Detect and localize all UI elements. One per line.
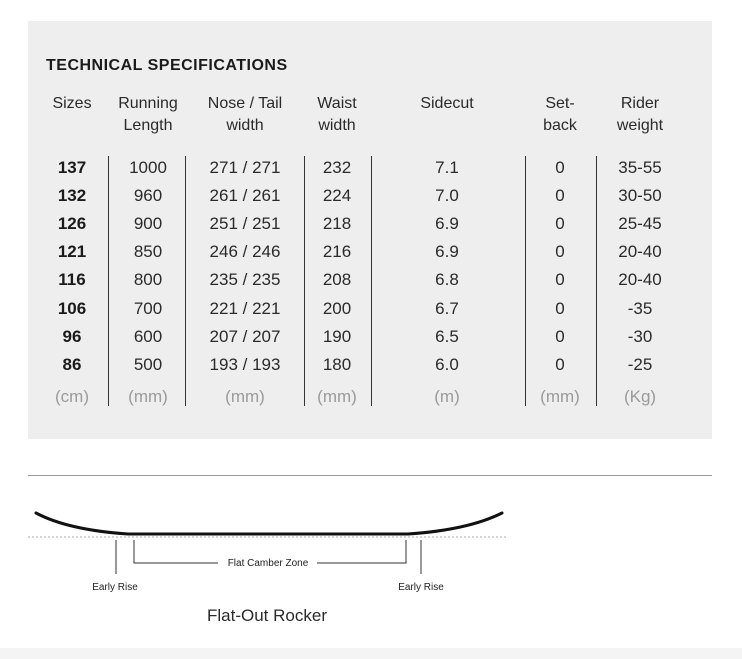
column-divider (525, 156, 526, 406)
cell-nose-tail: 221 / 221 (209, 298, 281, 318)
early-rise-left-label: Early Rise (92, 582, 138, 593)
column-divider (185, 156, 186, 406)
header-nose-tail-width: Nose / Tail width (207, 95, 283, 134)
cell-size: 96 (62, 326, 82, 346)
cell-sidecut: 6.9 (435, 214, 459, 234)
flat-zone-bracket-right (317, 540, 406, 563)
spec-panel (28, 21, 712, 439)
cell-setback: 0 (555, 158, 565, 177)
unit-rider-weight: (Kg) (623, 387, 657, 406)
cell-rider-weight: 35-55 (618, 158, 662, 177)
column-divider (371, 156, 372, 406)
header-sizes: Sizes (52, 95, 92, 112)
cell-sidecut: 6.5 (435, 326, 459, 346)
header-rider-weight: Rider weight (616, 95, 664, 134)
cell-setback: 0 (555, 186, 565, 206)
section-divider (28, 475, 712, 476)
cell-sidecut: 7.0 (435, 186, 459, 206)
unit-sidecut: (m) (434, 387, 460, 406)
header-sidecut: Sidecut (420, 95, 474, 112)
early-rise-right-label: Early Rise (398, 582, 444, 593)
cell-sidecut: 6.0 (435, 354, 459, 374)
cell-running-length: 850 (133, 242, 163, 262)
board-profile-curve (36, 513, 502, 534)
cell-sidecut: 7.1 (435, 158, 459, 177)
cell-setback: 0 (555, 326, 565, 346)
cell-sidecut: 6.8 (435, 270, 459, 290)
cell-rider-weight: -25 (627, 354, 653, 374)
cell-waist: 232 (322, 158, 352, 177)
cell-size: 137 (57, 158, 87, 177)
flat-camber-zone-label: Flat Camber Zone (227, 558, 309, 569)
cell-running-length: 600 (133, 326, 163, 346)
cell-nose-tail: 246 / 246 (209, 242, 281, 262)
column-divider (596, 156, 597, 406)
cell-rider-weight: 20-40 (618, 242, 662, 262)
profile-name: Flat-Out Rocker (207, 606, 327, 625)
unit-nose-tail: (mm) (225, 387, 265, 406)
footer-bar (0, 648, 742, 659)
cell-nose-tail: 235 / 235 (209, 270, 281, 290)
board-profile-diagram (28, 500, 528, 600)
cell-rider-weight: -35 (627, 298, 653, 318)
cell-setback: 0 (555, 242, 565, 262)
header-waist-width: Waist width (317, 95, 357, 134)
cell-rider-weight: 20-40 (618, 270, 662, 290)
cell-running-length: 1000 (129, 158, 167, 177)
cell-setback: 0 (555, 214, 565, 234)
cell-waist: 218 (322, 214, 352, 234)
cell-running-length: 500 (133, 354, 163, 374)
cell-running-length: 700 (133, 298, 163, 318)
header-setback: Set- back (543, 95, 577, 134)
cell-size: 132 (57, 186, 87, 206)
unit-sizes: (cm) (55, 387, 89, 406)
cell-setback: 0 (555, 298, 565, 318)
cell-rider-weight: 30-50 (618, 186, 662, 206)
unit-running-length: (mm) (128, 387, 168, 406)
cell-waist: 180 (322, 354, 352, 374)
cell-running-length: 960 (133, 186, 163, 206)
cell-size: 121 (57, 242, 87, 262)
cell-waist: 208 (322, 270, 352, 290)
cell-sidecut: 6.7 (435, 298, 459, 318)
unit-setback: (mm) (540, 387, 580, 406)
cell-nose-tail: 251 / 251 (209, 214, 281, 234)
cell-waist: 224 (322, 186, 352, 206)
cell-setback: 0 (555, 354, 565, 374)
flat-zone-bracket-left (134, 540, 218, 563)
cell-nose-tail: 271 / 271 (209, 158, 281, 177)
column-divider (304, 156, 305, 406)
spec-title: TECHNICAL SPECIFICATIONS (46, 57, 288, 74)
cell-running-length: 900 (133, 214, 163, 234)
column-divider (108, 156, 109, 406)
cell-size: 106 (57, 298, 87, 318)
cell-running-length: 800 (133, 270, 163, 290)
cell-size: 86 (62, 354, 82, 374)
cell-size: 126 (57, 214, 87, 234)
unit-waist: (mm) (317, 387, 357, 406)
cell-nose-tail: 261 / 261 (209, 186, 281, 206)
cell-waist: 200 (322, 298, 352, 318)
cell-waist: 216 (322, 242, 352, 262)
cell-rider-weight: -30 (627, 326, 653, 346)
cell-size: 116 (58, 270, 86, 290)
cell-rider-weight: 25-45 (618, 214, 662, 234)
cell-nose-tail: 207 / 207 (209, 326, 281, 346)
cell-sidecut: 6.9 (435, 242, 459, 262)
cell-setback: 0 (555, 270, 565, 290)
header-running-length: Running Length (118, 95, 178, 134)
cell-nose-tail: 193 / 193 (209, 354, 281, 374)
cell-waist: 190 (322, 326, 352, 346)
